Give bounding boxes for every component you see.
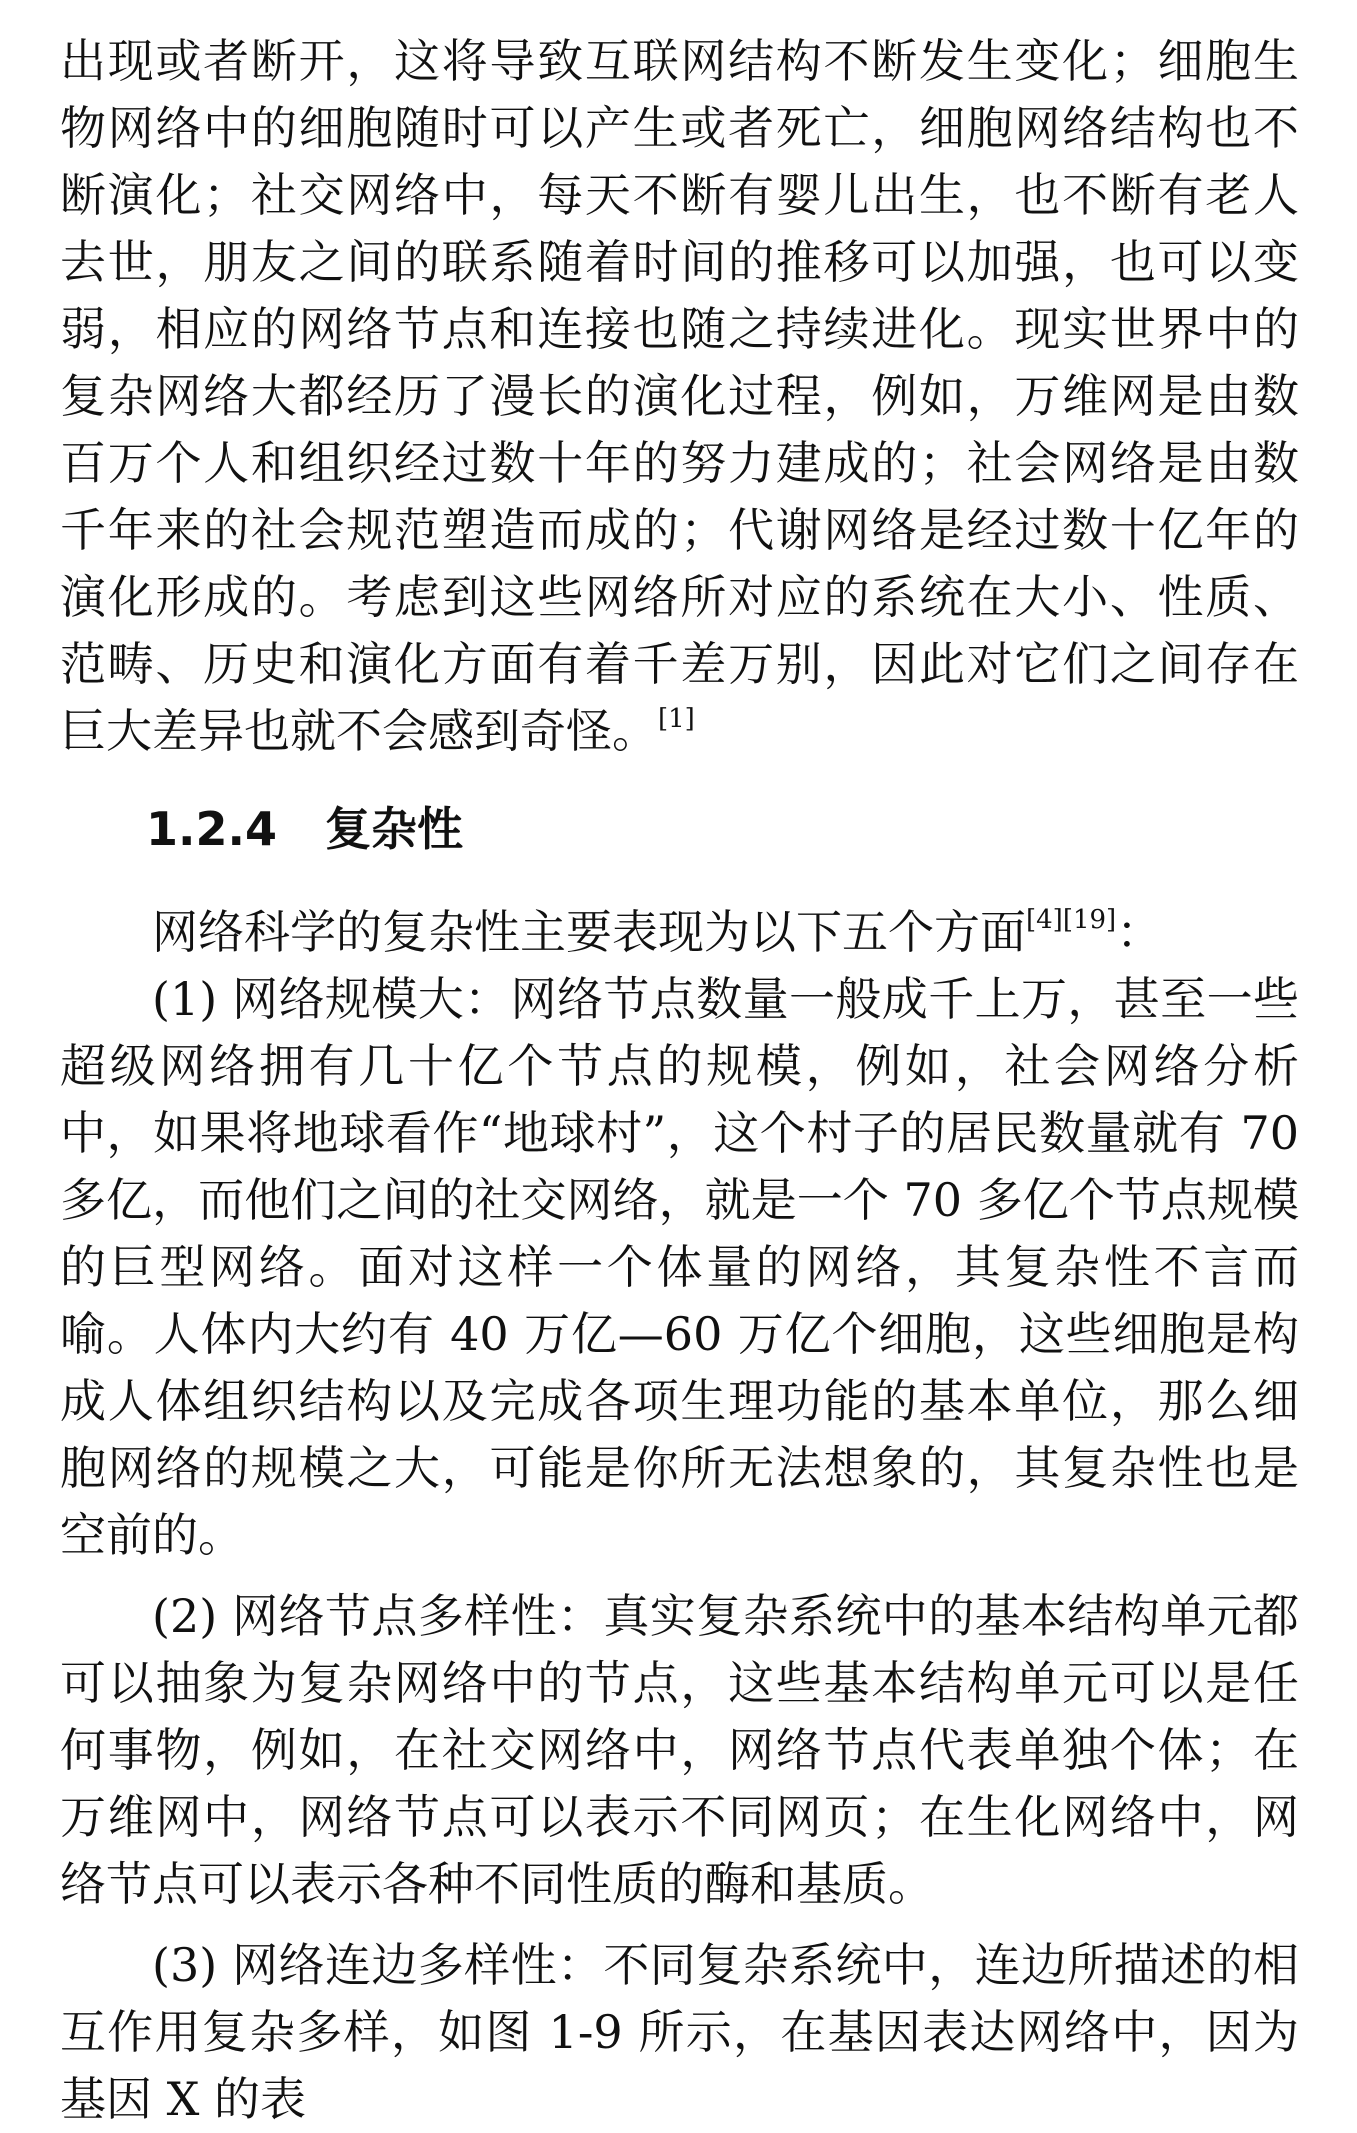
list-item-node-diversity (60, 1583, 1299, 1918)
lead-paragraph-text: 网络科学的复杂性主要表现为以下五个方面 (152, 905, 1026, 959)
section-number: 1.2.4 (146, 802, 277, 856)
list-item-text: (2) 网络节点多样性：真实复杂系统中的基本结构单元都可以抽象为复杂网络中的节点，这些基本结构单元可以是任何事物，例如，在社交网络中，网络节点代表单独个体；在万维网中，网络节点可以表示不同网页；在生化网络中，网络节点可以表示各种不同性质的酶和基质。 (60, 1589, 1299, 1911)
list-item-text: (3) 网络连边多样性：不同复杂系统中，连边所描述的相互作用复杂多样，如图 1-9 所示，在基因表达网络中，因为基因 X 的表 (60, 1938, 1299, 2126)
list-item-edge-diversity (60, 1932, 1299, 2133)
section-title: 复杂性 (324, 802, 463, 856)
lead-paragraph-tail: ： (1116, 905, 1163, 959)
lead-paragraph (60, 899, 1299, 966)
intro-paragraph-text: 出现或者断开，这将导致互联网结构不断发生变化；细胞生物网络中的细胞随时可以产生或者死亡，细胞网络结构也不断演化；社交网络中，每天不断有婴儿出生，也不断有老人去世，朋友之间的联系随着时间的推移可以加强，也可以变弱，相应的网络节点和连接也随之持续进化。现实世界中的复杂网络大都经历了漫长的演化过程，例如，万维网是由数百万个人和组织经过数十年的努力建成的；社会网络是由数千年来的社会规范塑造而成的；代谢网络是经过数十亿年的演化形成的。考虑到这些网络所对应的系统在大小、性质、范畴、历史和演化方面有着千差万别，因此对它们之间存在巨大差异也就不会感到奇怪。 (60, 34, 1299, 758)
intro-citation: [1] (658, 704, 695, 734)
list-item-text: (1) 网络规模大：网络节点数量一般成千上万，甚至一些超级网络拥有几十亿个节点的规模，例如，社会网络分析中，如果将地球看作“地球村”，这个村子的居民数量就有 70 多亿，而他们之间的社交网络，就是一个 70 多亿个节点规模的巨型网络。面对这样一个体量的网络，其复杂性不言而喻。人体内大约有 40 万亿—60 万亿个细胞，这些细胞是构成人体组织结构以及完成各项生理功能的基本单位，那么细胞网络的规模之大，可能是你所无法想象的，其复杂性也是空前的。 (60, 972, 1299, 1562)
intro-paragraph (60, 28, 1299, 765)
section-heading (60, 799, 1299, 859)
lead-citation: [4][19] (1026, 905, 1117, 935)
list-item-network-scale (60, 966, 1299, 1569)
